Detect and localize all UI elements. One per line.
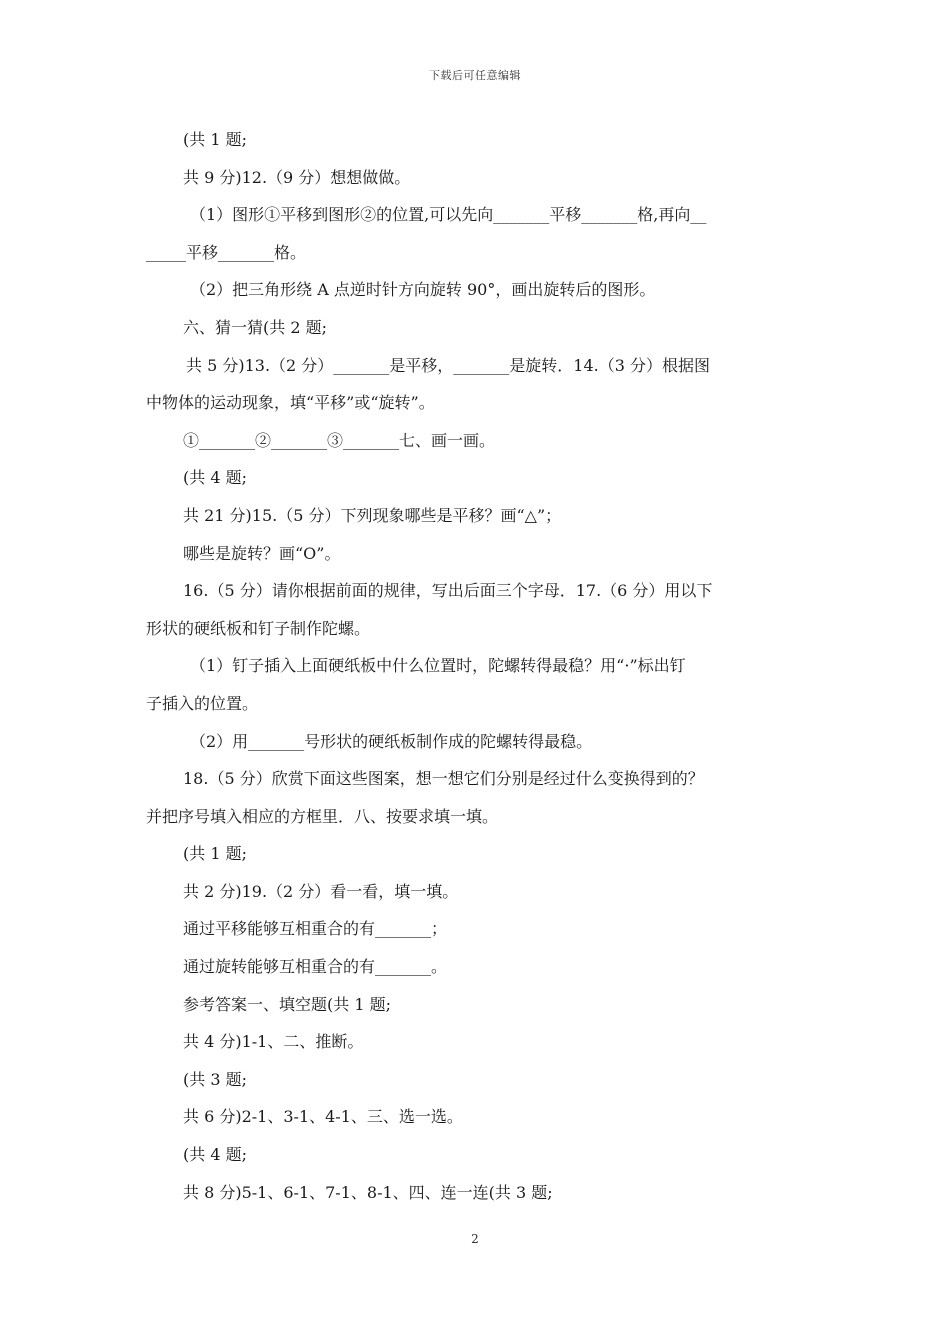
text-line: 六、猜一猜(共 2 题; [183, 317, 327, 337]
text-line: (共 4 题; [183, 468, 247, 488]
text-line: (共 3 题; [183, 1069, 247, 1089]
text-line: (共 1 题; [183, 844, 247, 864]
text-line: 共 21 分)15.（5 分）下列现象哪些是平移？画“△”； [183, 505, 562, 525]
text-line: 共 6 分)2-1、3-1、4-1、三、选一选。 [183, 1107, 463, 1127]
text-line: 形状的硬纸板和钉子制作陀螺。 [146, 618, 371, 638]
text-line: 18.（5 分）欣赏下面这些图案，想一想它们分别是经过什么变换得到的？ [183, 769, 704, 789]
text-line: 共 9 分)12.（9 分）想想做做。 [183, 167, 411, 187]
page-header: 下载后可任意编辑 [429, 69, 521, 82]
text-line: （2）用_______号形状的硬纸板制作成的陀螺转得最稳。 [190, 731, 593, 751]
text-line: 共 8 分)5-1、6-1、7-1、8-1、四、连一连(共 3 题; [183, 1182, 553, 1202]
text-line: 并把序号填入相应的方框里．八、按要求填一填。 [146, 806, 499, 826]
text-line: 哪些是旋转？画“O”。 [183, 543, 341, 563]
text-line: (共 1 题; [183, 130, 247, 149]
text-line: （2）把三角形绕 A 点逆时针方向旋转 90°，画出旋转后的图形。 [190, 280, 656, 300]
text-line: 子插入的位置。 [146, 693, 259, 713]
text-line: 16.（5 分）请你根据前面的规律，写出后面三个字母．17.（6 分）用以下 [183, 581, 713, 601]
text-line: 共 5 分)13.（2 分）_______是平移，_______是旋转．14.（3 分）根据图 [186, 355, 711, 375]
text-line: 通过旋转能够互相重合的有_______。 [183, 957, 448, 977]
text-line: （1）钉子插入上面硬纸板中什么位置时，陀螺转得最稳？用“·”标出钉 [190, 656, 686, 676]
document-body [146, 121, 806, 1211]
text-line: _____平移_______格。 [146, 242, 307, 262]
text-line: 参考答案一、填空题(共 1 题; [183, 994, 391, 1014]
text-line: (共 4 题; [183, 1145, 247, 1165]
text-line: 共 4 分)1-1、二、推断。 [183, 1032, 364, 1052]
text-line: （1）图形①平移到图形②的位置,可以先向_______平移_______格,再向__ [190, 205, 707, 225]
text-line: ①_______②_______③_______七、画一画。 [183, 430, 496, 450]
text-line: 中物体的运动现象，填“平移”或“旋转”。 [146, 393, 435, 413]
page-number: 2 [471, 1232, 479, 1246]
text-line: 共 2 分)19.（2 分）看一看，填一填。 [183, 881, 459, 901]
text-line: 通过平移能够互相重合的有_______； [183, 919, 448, 939]
